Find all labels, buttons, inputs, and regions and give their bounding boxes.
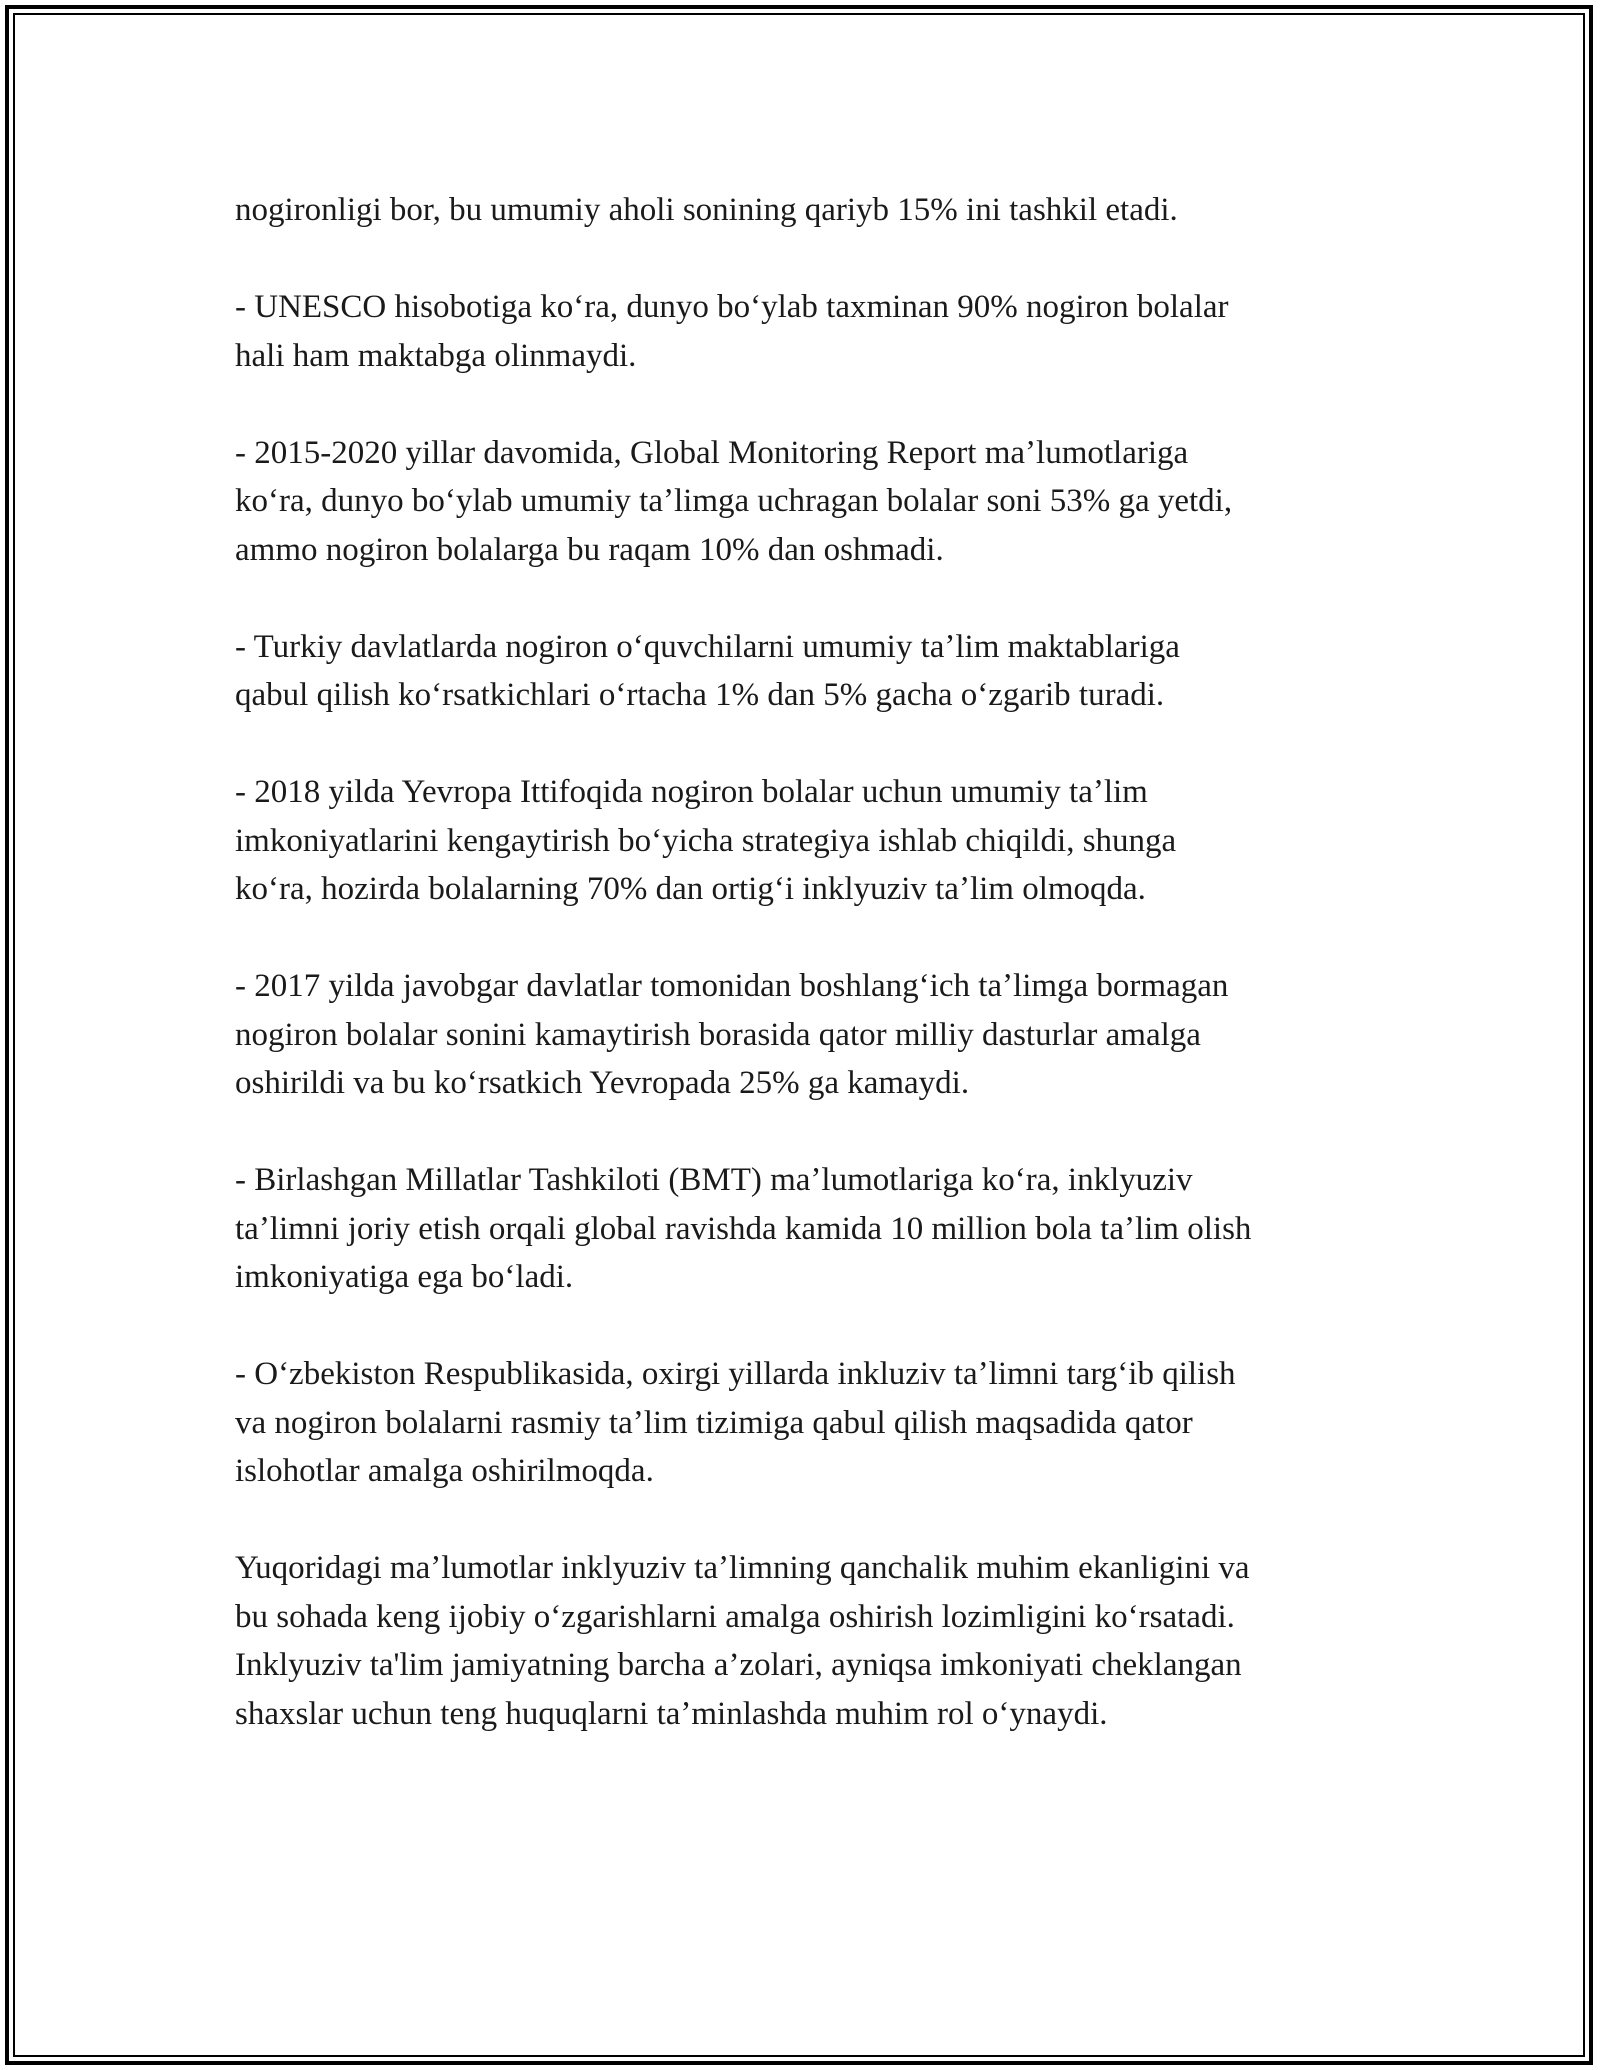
paragraph-turkic-states: - Turkiy davlatlarda nogiron oʻquvchilarni umumiy taʼlim maktablariga qabul qilish koʻrsatkichlari oʻrtacha 1% dan 5% gacha oʻzgarib turadi. [235,628,1180,713]
paragraph-global-monitoring: - 2015-2020 yillar davomida, Global Monitoring Report maʼlumotlariga koʻra, dunyo boʻylab umumiy taʼlimga uchragan bolalar soni 53% ga yetdi, ammo nogiron bolalarga bu raqam 10% dan oshmadi. [235,434,1233,568]
paragraph-intro-continuation: nogironligi bor, bu umumiy aholi sonining qariyb 15% ini tashkil etadi. [235,192,1178,228]
paragraph-unesco: - UNESCO hisobotiga koʻra, dunyo boʻylab taxminan 90% nogiron bolalar hali ham maktabga olinmaydi. [235,289,1229,374]
paragraph-eu-2018: - 2018 yilda Yevropa Ittifoqida nogiron bolalar uchun umumiy taʼlim imkoniyatlarini kengaytirish boʻyicha strategiya ishlab chiqildi, shunga koʻra, hozirda bolalarning 70% dan ortigʻi inklyuziv taʼlim olmoqda. [235,774,1177,907]
paragraph-conclusion: Yuqoridagi maʼlumotlar inklyuziv taʼlimning qanchalik muhim ekanligini va bu sohada keng ijobiy oʻzgarishlarni amalga oshirish lozimligini koʻrsatadi. Inklyuziv ta'lim jamiyatning barcha a’zolari, ayniqsa imkoniyati cheklangan shaxslar uchun teng huquqlarni taʼminlashda muhim rol oʻynaydi. [235,1550,1250,1732]
document-body [235,186,1375,1787]
paragraph-un-data: - Birlashgan Millatlar Tashkiloti (BMT) maʼlumotlariga koʻra, inklyuziv taʼlimni joriy etish orqali global ravishda kamida 10 million bola taʼlim olish imkoniyatiga ega boʻladi. [235,1162,1252,1295]
paragraph-uzbekistan: - Oʻzbekiston Respublikasida, oxirgi yillarda inkluziv taʼlimni targʻib qilish va nogiron bolalarni rasmiy taʼlim tizimiga qabul qilish maqsadida qator islohotlar amalga oshirilmoqda. [235,1356,1236,1489]
paragraph-2017-programs: - 2017 yilda javobgar davlatlar tomonidan boshlangʻich taʼlimga bormagan nogiron bolalar sonini kamaytirish borasida qator milliy dasturlar amalga oshirildi va bu koʻrsatkich Yevropada 25% ga kamaydi. [235,968,1229,1101]
